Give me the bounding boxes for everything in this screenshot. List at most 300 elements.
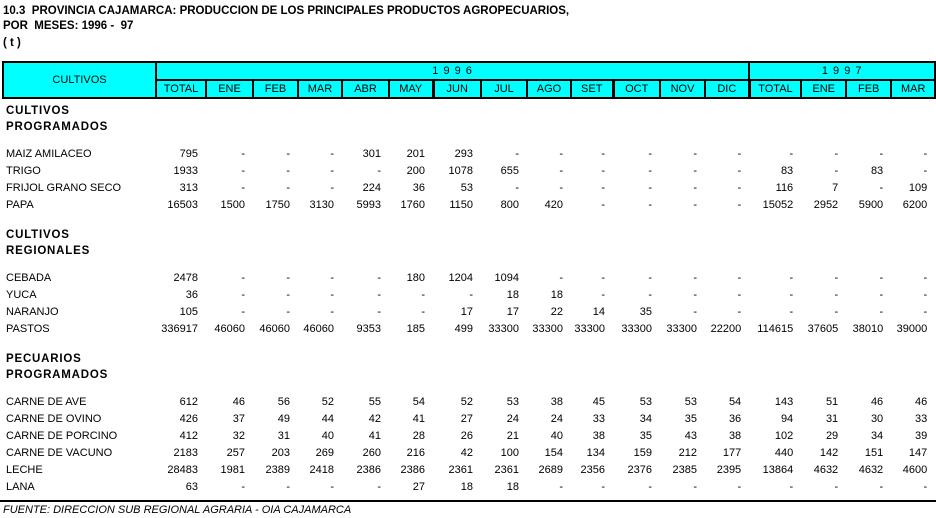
column-header: OCT xyxy=(613,80,660,98)
data-cell: 2385 xyxy=(672,464,697,476)
data-cell: - xyxy=(601,289,605,301)
data-cell: 53 xyxy=(460,182,473,194)
data-cell: 412 xyxy=(179,430,198,442)
row-label: TRIGO xyxy=(6,165,41,177)
data-cell: - xyxy=(789,306,794,318)
data-cell: - xyxy=(693,199,697,211)
data-cell: 33300 xyxy=(621,323,652,335)
data-cell: - xyxy=(737,199,742,211)
data-cell: - xyxy=(737,306,742,318)
data-cell: 16503 xyxy=(167,199,198,211)
row-label: LECHE xyxy=(6,464,43,476)
data-cell: - xyxy=(879,306,884,318)
data-cell: - xyxy=(834,306,839,318)
table-row xyxy=(3,287,935,304)
data-cell: 33300 xyxy=(666,323,697,335)
data-cell: - xyxy=(737,165,742,177)
data-cell: 45 xyxy=(592,396,605,408)
data-cell: - xyxy=(789,289,794,301)
data-cell: - xyxy=(601,165,605,177)
row-label: CARNE DE PORCINO xyxy=(6,430,118,442)
data-cell: 41 xyxy=(412,413,425,425)
data-cell: 83 xyxy=(780,165,794,177)
row-label: MAIZ AMILACEO xyxy=(6,148,92,160)
data-cell: 147 xyxy=(908,447,928,459)
data-cell: 56 xyxy=(277,396,290,408)
data-cell: - xyxy=(241,272,245,284)
data-cell: - xyxy=(923,148,928,160)
data-cell: - xyxy=(789,272,794,284)
data-cell: - xyxy=(923,272,928,284)
data-cell: 269 xyxy=(315,447,334,459)
data-cell: - xyxy=(789,481,794,493)
data-cell: 9353 xyxy=(356,323,381,335)
data-cell: 21 xyxy=(506,430,519,442)
data-cell: 55 xyxy=(368,396,381,408)
data-cell: - xyxy=(923,481,928,493)
data-cell: 49 xyxy=(277,413,290,425)
data-cell: 63 xyxy=(185,481,198,493)
data-cell: - xyxy=(693,306,697,318)
data-cell: - xyxy=(693,148,697,160)
data-cell: - xyxy=(559,481,563,493)
table-row xyxy=(3,445,935,462)
data-cell: 105 xyxy=(179,306,198,318)
data-cell: 38 xyxy=(550,396,563,408)
data-cell: 27 xyxy=(460,413,473,425)
column-header: MAY xyxy=(389,80,433,98)
section-heading: PROGRAMADOS xyxy=(6,121,109,133)
column-header: AGO xyxy=(527,80,571,98)
row-label: CEBADA xyxy=(6,272,52,284)
source-note: FUENTE: DIRECCION SUB REGIONAL AGRARIA - OIA CAJAMARCA xyxy=(3,504,352,516)
column-header: ENE xyxy=(206,80,253,98)
data-cell: 5993 xyxy=(356,199,381,211)
spacer-row xyxy=(3,135,935,146)
column-header: TOTAL xyxy=(156,80,206,98)
data-cell: - xyxy=(737,182,742,194)
data-cell: 3130 xyxy=(309,199,334,211)
data-cell: - xyxy=(834,481,839,493)
data-cell: - xyxy=(648,481,652,493)
spacer-row xyxy=(3,214,935,227)
data-cell: - xyxy=(879,148,884,160)
data-cell: 2952 xyxy=(813,199,839,211)
data-cell: - xyxy=(648,272,652,284)
data-cell: 18 xyxy=(460,481,473,493)
data-cell: - xyxy=(286,148,290,160)
data-cell: 14 xyxy=(592,306,605,318)
data-cell: 224 xyxy=(362,182,381,194)
data-cell: 46060 xyxy=(259,323,290,335)
page-title-line-2: POR MESES: 1996 - 97 xyxy=(3,20,134,32)
data-cell: - xyxy=(648,199,652,211)
data-cell: - xyxy=(834,165,839,177)
footer-rule xyxy=(0,500,936,502)
data-cell: - xyxy=(330,306,334,318)
data-cell: 17 xyxy=(460,306,473,318)
data-cell: - xyxy=(737,481,742,493)
section-heading: CULTIVOS xyxy=(6,105,70,117)
data-cell: - xyxy=(241,182,245,194)
column-header: MAR xyxy=(298,80,342,98)
spacer-cell xyxy=(3,259,935,270)
data-cell: 2689 xyxy=(538,464,563,476)
data-cell: 18 xyxy=(550,289,563,301)
data-cell: 24 xyxy=(506,413,519,425)
data-cell: - xyxy=(330,182,334,194)
data-cell: 1500 xyxy=(220,199,245,211)
data-cell: - xyxy=(241,481,245,493)
data-cell: - xyxy=(693,289,697,301)
data-cell: - xyxy=(648,289,652,301)
data-cell: - xyxy=(421,306,425,318)
data-cell: 2478 xyxy=(173,272,198,284)
data-cell: 40 xyxy=(321,430,334,442)
data-cell: - xyxy=(601,481,605,493)
table-row xyxy=(3,321,935,338)
data-cell: - xyxy=(469,289,473,301)
table-row xyxy=(3,411,935,428)
data-cell: 114615 xyxy=(757,323,794,335)
data-cell: 185 xyxy=(406,323,425,335)
data-cell: 109 xyxy=(908,182,928,194)
data-cell: 7 xyxy=(832,182,839,194)
column-header: TOTAL xyxy=(749,80,801,98)
data-cell: 1204 xyxy=(448,272,473,284)
data-cell: 2386 xyxy=(400,464,425,476)
data-cell: 612 xyxy=(179,396,198,408)
data-cell: - xyxy=(879,272,884,284)
data-cell: - xyxy=(693,182,697,194)
data-cell: 499 xyxy=(454,323,473,335)
section-heading: PECUARIOS xyxy=(6,353,82,365)
production-table xyxy=(2,61,936,496)
data-cell: 41 xyxy=(368,430,381,442)
data-cell: 1750 xyxy=(265,199,290,211)
data-cell: 301 xyxy=(362,148,381,160)
data-cell: - xyxy=(377,272,381,284)
data-cell: 27 xyxy=(412,481,425,493)
section-heading-row xyxy=(3,351,935,367)
column-header: DIC xyxy=(705,80,749,98)
data-cell: 100 xyxy=(500,447,519,459)
data-cell: 203 xyxy=(271,447,290,459)
data-cell: 1150 xyxy=(449,199,473,211)
row-label: NARANJO xyxy=(6,306,59,318)
spacer-row xyxy=(3,259,935,270)
table-row xyxy=(3,180,935,197)
data-cell: 22 xyxy=(550,306,563,318)
row-label: CARNE DE AVE xyxy=(6,396,87,408)
data-cell: - xyxy=(286,165,290,177)
row-label: FRIJOL GRANO SECO xyxy=(6,182,122,194)
data-cell: - xyxy=(648,148,652,160)
data-cell: 293 xyxy=(454,148,473,160)
data-cell: 15052 xyxy=(762,199,794,211)
spacer-cell xyxy=(3,383,935,394)
data-cell: 24 xyxy=(550,413,563,425)
table-row xyxy=(3,428,935,445)
data-cell: - xyxy=(737,289,742,301)
year-group-header-1996: 1 9 9 6 xyxy=(156,62,749,80)
table-row xyxy=(3,394,935,411)
data-cell: - xyxy=(559,165,563,177)
data-cell: - xyxy=(286,272,290,284)
data-cell: 257 xyxy=(226,447,245,459)
data-cell: - xyxy=(330,148,334,160)
spacer-cell xyxy=(3,214,935,227)
data-cell: 33 xyxy=(592,413,605,425)
data-cell: 336917 xyxy=(161,323,198,335)
data-cell: 35 xyxy=(684,413,697,425)
data-cell: 18 xyxy=(506,481,519,493)
data-cell: 39 xyxy=(914,430,928,442)
data-cell: 13864 xyxy=(762,464,794,476)
data-cell: 6200 xyxy=(902,199,928,211)
data-cell: 180 xyxy=(406,272,425,284)
data-cell: 54 xyxy=(728,396,742,408)
data-cell: 37 xyxy=(232,413,245,425)
section-heading-row xyxy=(3,103,935,119)
unit-label: ( t ) xyxy=(3,37,21,49)
data-cell: 31 xyxy=(277,430,290,442)
column-header: ENE xyxy=(801,80,846,98)
data-cell: 1933 xyxy=(173,165,198,177)
row-label: PAPA xyxy=(6,199,34,211)
header-year-row xyxy=(3,62,935,80)
spacer-cell xyxy=(3,135,935,146)
column-header: ABR xyxy=(342,80,389,98)
data-cell: - xyxy=(330,272,334,284)
data-cell: 2361 xyxy=(494,464,519,476)
data-cell: 28 xyxy=(412,430,425,442)
data-cell: 51 xyxy=(825,396,839,408)
data-cell: 102 xyxy=(774,430,794,442)
data-cell: - xyxy=(377,306,381,318)
table-row xyxy=(3,304,935,321)
table-row xyxy=(3,479,935,496)
data-cell: - xyxy=(834,148,839,160)
data-cell: 22200 xyxy=(710,323,742,335)
column-header: JUL xyxy=(481,80,527,98)
column-header: FEB xyxy=(846,80,891,98)
data-cell: 37605 xyxy=(807,323,839,335)
data-cell: - xyxy=(693,165,697,177)
data-cell: 94 xyxy=(780,413,794,425)
data-cell: 134 xyxy=(586,447,605,459)
data-cell: 44 xyxy=(321,413,334,425)
data-cell: 46060 xyxy=(303,323,334,335)
data-cell: 35 xyxy=(639,430,652,442)
data-cell: 38 xyxy=(728,430,742,442)
data-cell: 46 xyxy=(232,396,245,408)
data-cell: 142 xyxy=(819,447,839,459)
data-cell: 2395 xyxy=(716,464,742,476)
data-cell: - xyxy=(879,481,884,493)
column-header: FEB xyxy=(253,80,298,98)
data-cell: - xyxy=(377,165,381,177)
data-cell: 33300 xyxy=(488,323,519,335)
data-cell: 52 xyxy=(321,396,334,408)
data-cell: - xyxy=(834,272,839,284)
data-cell: 54 xyxy=(412,396,425,408)
data-cell: 31 xyxy=(825,413,839,425)
data-cell: - xyxy=(693,481,697,493)
data-cell: 116 xyxy=(775,182,794,194)
data-cell: 212 xyxy=(678,447,697,459)
data-cell: 33300 xyxy=(574,323,605,335)
data-cell: 53 xyxy=(506,396,519,408)
spacer-row xyxy=(3,383,935,394)
data-cell: 655 xyxy=(500,165,519,177)
data-cell: - xyxy=(421,289,425,301)
data-cell: - xyxy=(286,182,290,194)
data-cell: 30 xyxy=(870,413,884,425)
data-cell: 36 xyxy=(185,289,198,301)
data-cell: 28483 xyxy=(167,464,198,476)
data-cell: - xyxy=(923,306,928,318)
row-label: CARNE DE VACUNO xyxy=(6,447,113,459)
data-cell: - xyxy=(879,289,884,301)
column-header: JUN xyxy=(433,80,481,98)
data-cell: 177 xyxy=(722,447,742,459)
column-header: NOV xyxy=(660,80,705,98)
data-cell: 1981 xyxy=(220,464,245,476)
section-heading: PROGRAMADOS xyxy=(6,369,109,381)
table-row xyxy=(3,163,935,180)
data-cell: 151 xyxy=(864,447,884,459)
data-cell: 1078 xyxy=(448,165,473,177)
data-cell: - xyxy=(648,182,652,194)
section-heading-row xyxy=(3,119,935,135)
data-cell: 200 xyxy=(406,165,425,177)
data-cell: 2183 xyxy=(173,447,198,459)
data-cell: 4632 xyxy=(813,464,839,476)
data-cell: - xyxy=(789,148,794,160)
data-cell: 420 xyxy=(544,199,563,211)
data-cell: - xyxy=(241,148,245,160)
data-cell: 52 xyxy=(460,396,473,408)
data-cell: 34 xyxy=(870,430,884,442)
data-cell: 26 xyxy=(460,430,473,442)
data-cell: 4632 xyxy=(858,464,884,476)
row-label: YUCA xyxy=(6,289,37,301)
data-cell: - xyxy=(515,148,519,160)
title-block xyxy=(0,0,936,51)
data-cell: 83 xyxy=(870,165,884,177)
data-cell: 800 xyxy=(500,199,519,211)
data-cell: - xyxy=(601,199,605,211)
section-heading-row xyxy=(3,243,935,259)
data-cell: - xyxy=(330,165,334,177)
data-cell: - xyxy=(515,182,519,194)
data-cell: 39000 xyxy=(896,323,928,335)
data-cell: - xyxy=(923,165,928,177)
data-cell: - xyxy=(648,165,652,177)
data-cell: 32 xyxy=(232,430,245,442)
data-cell: 42 xyxy=(460,447,473,459)
data-cell: - xyxy=(286,481,290,493)
data-cell: 260 xyxy=(362,447,381,459)
data-cell: - xyxy=(693,272,697,284)
data-cell: 1760 xyxy=(400,199,425,211)
data-cell: 1094 xyxy=(494,272,519,284)
data-cell: 33 xyxy=(914,413,928,425)
data-cell: - xyxy=(377,289,381,301)
data-cell: 53 xyxy=(684,396,697,408)
table-row xyxy=(3,462,935,479)
data-cell: 46060 xyxy=(214,323,245,335)
data-cell: 154 xyxy=(544,447,563,459)
data-cell: 2361 xyxy=(448,464,473,476)
section-heading-row xyxy=(3,367,935,383)
data-cell: - xyxy=(559,182,563,194)
data-cell: 216 xyxy=(406,447,425,459)
data-cell: - xyxy=(601,182,605,194)
row-label: PASTOS xyxy=(6,323,50,335)
data-cell: 4600 xyxy=(902,464,928,476)
data-cell: 159 xyxy=(633,447,652,459)
data-cell: 426 xyxy=(179,413,198,425)
data-cell: 36 xyxy=(412,182,425,194)
data-cell: 38010 xyxy=(852,323,884,335)
data-cell: 313 xyxy=(179,182,198,194)
column-header: MAR xyxy=(891,80,935,98)
data-cell: - xyxy=(834,289,839,301)
data-cell: - xyxy=(241,306,245,318)
data-cell: 40 xyxy=(550,430,563,442)
table-row xyxy=(3,146,935,163)
data-cell: 795 xyxy=(179,148,198,160)
data-cell: 2418 xyxy=(309,464,334,476)
data-cell: 43 xyxy=(684,430,697,442)
corner-header-cultivos: CULTIVOS xyxy=(3,62,156,98)
data-cell: - xyxy=(601,148,605,160)
data-cell: 33300 xyxy=(532,323,563,335)
data-cell: 143 xyxy=(774,396,794,408)
table-row xyxy=(3,270,935,287)
spacer-row xyxy=(3,338,935,351)
data-cell: 18 xyxy=(506,289,519,301)
data-cell: 2356 xyxy=(580,464,605,476)
data-cell: 36 xyxy=(728,413,742,425)
year-group-header-1997: 1 9 9 7 xyxy=(749,62,935,80)
row-label: CARNE DE OVINO xyxy=(6,413,102,425)
data-cell: 29 xyxy=(825,430,839,442)
data-cell: - xyxy=(559,272,563,284)
row-label: LANA xyxy=(6,481,35,493)
data-cell: - xyxy=(330,289,334,301)
data-cell: 46 xyxy=(914,396,928,408)
data-cell: 17 xyxy=(506,306,519,318)
data-cell: 38 xyxy=(592,430,605,442)
data-cell: - xyxy=(923,289,928,301)
data-cell: - xyxy=(559,148,563,160)
section-heading: REGIONALES xyxy=(6,245,91,257)
data-cell: 201 xyxy=(406,148,425,160)
data-cell: 2386 xyxy=(356,464,381,476)
data-cell: 34 xyxy=(639,413,652,425)
data-cell: - xyxy=(601,272,605,284)
page-title-line-1: 10.3 PROVINCIA CAJAMARCA: PRODUCCION DE LOS PRINCIPALES PRODUCTOS AGROPECUARIOS, xyxy=(3,5,570,17)
data-cell: 2376 xyxy=(627,464,652,476)
data-cell: 46 xyxy=(870,396,884,408)
data-cell: - xyxy=(286,306,290,318)
data-cell: - xyxy=(737,272,742,284)
data-cell: 35 xyxy=(639,306,652,318)
data-cell: - xyxy=(377,481,381,493)
